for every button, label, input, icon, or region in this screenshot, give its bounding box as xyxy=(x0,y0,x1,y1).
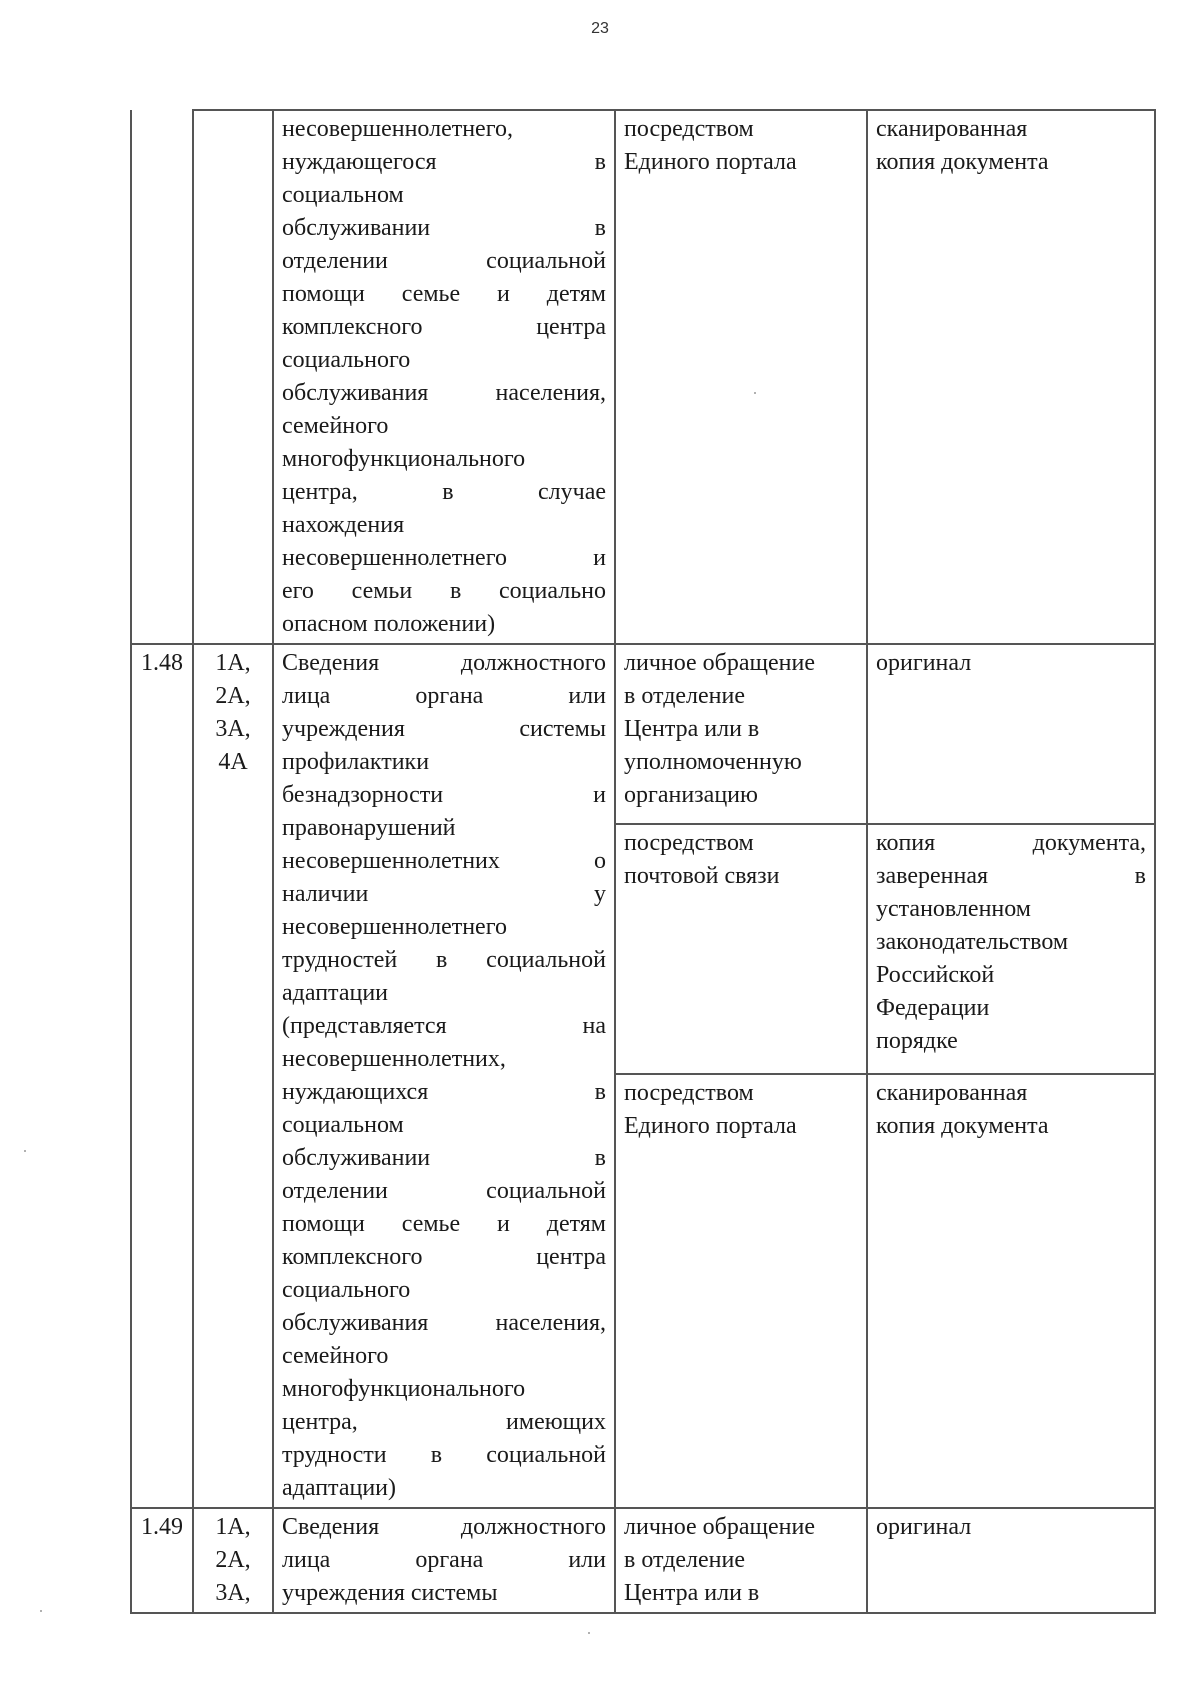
submission-method-line: почтовой связи xyxy=(624,863,780,890)
document-description-line: многофункционального xyxy=(282,446,526,472)
scan-speck xyxy=(24,1150,26,1152)
table-body xyxy=(131,110,1155,1613)
applicant-category-cell xyxy=(193,644,273,1508)
submission-method-line: Центра или в xyxy=(624,1580,760,1606)
document-description-line: социального xyxy=(282,347,411,373)
document-description-line: нуждающихся в xyxy=(282,1079,606,1105)
scan-speck xyxy=(40,1610,42,1612)
submission-method-line: посредством xyxy=(624,116,754,142)
applicant-category: 1А, xyxy=(215,650,251,676)
document-description-line: многофункционального xyxy=(282,1376,526,1402)
document-description-line: лица органа или xyxy=(282,683,606,709)
document-form-cell xyxy=(867,644,1155,824)
document-description-line: учреждения системы xyxy=(282,1580,498,1606)
document-description-line: центра, имеющих xyxy=(282,1409,606,1435)
document-form-line: копия документа xyxy=(876,149,1049,175)
submission-method-line: Единого портала xyxy=(624,1112,797,1139)
applicant-category: 3А, xyxy=(215,716,251,742)
document-form-line: оригинал xyxy=(876,650,972,676)
document-description-line: несовершеннолетних, xyxy=(282,1046,506,1072)
document-description-line: несовершеннолетнего, xyxy=(282,116,513,142)
document-form-line: копия документа, xyxy=(876,830,1146,857)
table-row xyxy=(131,110,1155,644)
document-description-line: безнадзорности и xyxy=(282,782,606,808)
applicant-category-cell xyxy=(193,1508,273,1613)
submission-method-cell xyxy=(615,1074,867,1508)
document-form-line: копия документа xyxy=(876,1112,1049,1139)
document-form-line: Российской xyxy=(876,962,995,989)
document-description-line: семейного xyxy=(282,413,389,439)
document-description-line: несовершеннолетнего и xyxy=(282,545,606,571)
document-description-line: обслуживании в xyxy=(282,1145,606,1171)
submission-method-line: Единого портала xyxy=(624,149,797,175)
applicant-category: 4А xyxy=(218,749,248,775)
table-row xyxy=(131,644,1155,824)
document-description-line: трудности в социальной xyxy=(282,1442,606,1468)
submission-method-line: в отделение xyxy=(624,1547,746,1573)
submission-method-line: посредством xyxy=(624,830,754,857)
document-description-line: комплексного центра xyxy=(282,1244,606,1270)
item-number-cell: 1.49 xyxy=(131,1508,193,1613)
document-description-line: обслуживании в xyxy=(282,215,606,241)
document-form-line: Федерации xyxy=(876,995,990,1022)
document-description-line: несовершеннолетнего xyxy=(282,914,507,940)
document-form-cell xyxy=(867,110,1155,644)
document-form-line: сканированная xyxy=(876,1079,1028,1106)
document-description-line: адаптации) xyxy=(282,1475,396,1501)
document-form-line: установленном xyxy=(876,896,1031,923)
page-number: 23 xyxy=(591,20,609,37)
submission-method-cell xyxy=(615,110,867,644)
applicant-category: 2А, xyxy=(215,1547,251,1573)
document-form-cell xyxy=(867,1074,1155,1508)
document-description-cell xyxy=(273,644,615,1508)
document-description-line: социального xyxy=(282,1277,411,1303)
submission-method-line: уполномоченную xyxy=(624,749,802,775)
document-form-line: законодательством xyxy=(876,929,1069,956)
document-description-line: отделении социальной xyxy=(282,248,606,274)
document-description-cell xyxy=(273,110,615,644)
document-description-line: семейного xyxy=(282,1343,389,1369)
document-description-line: помощи семье и детям xyxy=(282,1211,606,1237)
submission-method-line: личное обращение xyxy=(624,1514,816,1540)
submission-method-line: в отделение xyxy=(624,683,746,709)
submission-method-line: организацию xyxy=(624,782,758,808)
document-description-line: его семьи в социально xyxy=(282,578,606,604)
document-form-line: порядке xyxy=(876,1028,958,1055)
table-row xyxy=(131,1508,1155,1613)
scan-speck xyxy=(588,1632,590,1634)
document-description-line: нуждающегося в xyxy=(282,149,606,175)
document-description-line: несовершеннолетних о xyxy=(282,848,606,874)
document-description-cell xyxy=(273,1508,615,1613)
document-description-line: обслуживания населения, xyxy=(282,1310,606,1336)
document-description-line: социальном xyxy=(282,182,404,208)
item-number-cell: 1.48 xyxy=(131,644,193,1508)
document-form-cell xyxy=(867,1508,1155,1613)
document-description-line: опасном положении) xyxy=(282,611,496,637)
document-description-line: социальном xyxy=(282,1112,404,1138)
document-table-container xyxy=(130,109,1156,1614)
document-description-line: помощи семье и детям xyxy=(282,281,606,307)
document-description-line: учреждения системы xyxy=(282,716,606,742)
item-number-cell xyxy=(131,110,193,644)
document-description-line: трудностей в социальной xyxy=(282,947,606,973)
submission-method-cell xyxy=(615,644,867,824)
document-form-line: оригинал xyxy=(876,1514,972,1540)
document-description-line: Сведения должностного xyxy=(282,1514,606,1540)
document-description-line: (представляется на xyxy=(282,1013,606,1039)
document-description-line: отделении социальной xyxy=(282,1178,606,1204)
document-description-line: обслуживания населения, xyxy=(282,380,606,406)
applicant-category: 3А, xyxy=(215,1580,251,1606)
document-form-line: заверенная в xyxy=(876,863,1146,890)
submission-method-line: Центра или в xyxy=(624,716,760,742)
applicant-category: 1А, xyxy=(215,1514,251,1540)
document-description-line: Сведения должностного xyxy=(282,650,606,676)
document-description-line: наличии у xyxy=(282,881,606,907)
submission-method-cell xyxy=(615,1508,867,1613)
document-description-line: комплексного центра xyxy=(282,314,606,340)
document-form-cell xyxy=(867,824,1155,1074)
scan-speck xyxy=(754,392,756,394)
applicant-category-cell xyxy=(193,110,273,644)
document-description-line: центра, в случае xyxy=(282,479,606,505)
document-description-line: правонарушений xyxy=(282,815,456,841)
submission-method-line: посредством xyxy=(624,1079,754,1106)
submission-method-line: личное обращение xyxy=(624,650,816,676)
document-table xyxy=(130,109,1156,1614)
document-form-line: сканированная xyxy=(876,116,1028,142)
document-description-line: профилактики xyxy=(282,749,430,775)
document-description-line: нахождения xyxy=(282,512,405,538)
document-description-line: лица органа или xyxy=(282,1547,606,1573)
document-description-line: адаптации xyxy=(282,980,389,1006)
submission-method-cell xyxy=(615,824,867,1074)
applicant-category: 2А, xyxy=(215,683,251,709)
